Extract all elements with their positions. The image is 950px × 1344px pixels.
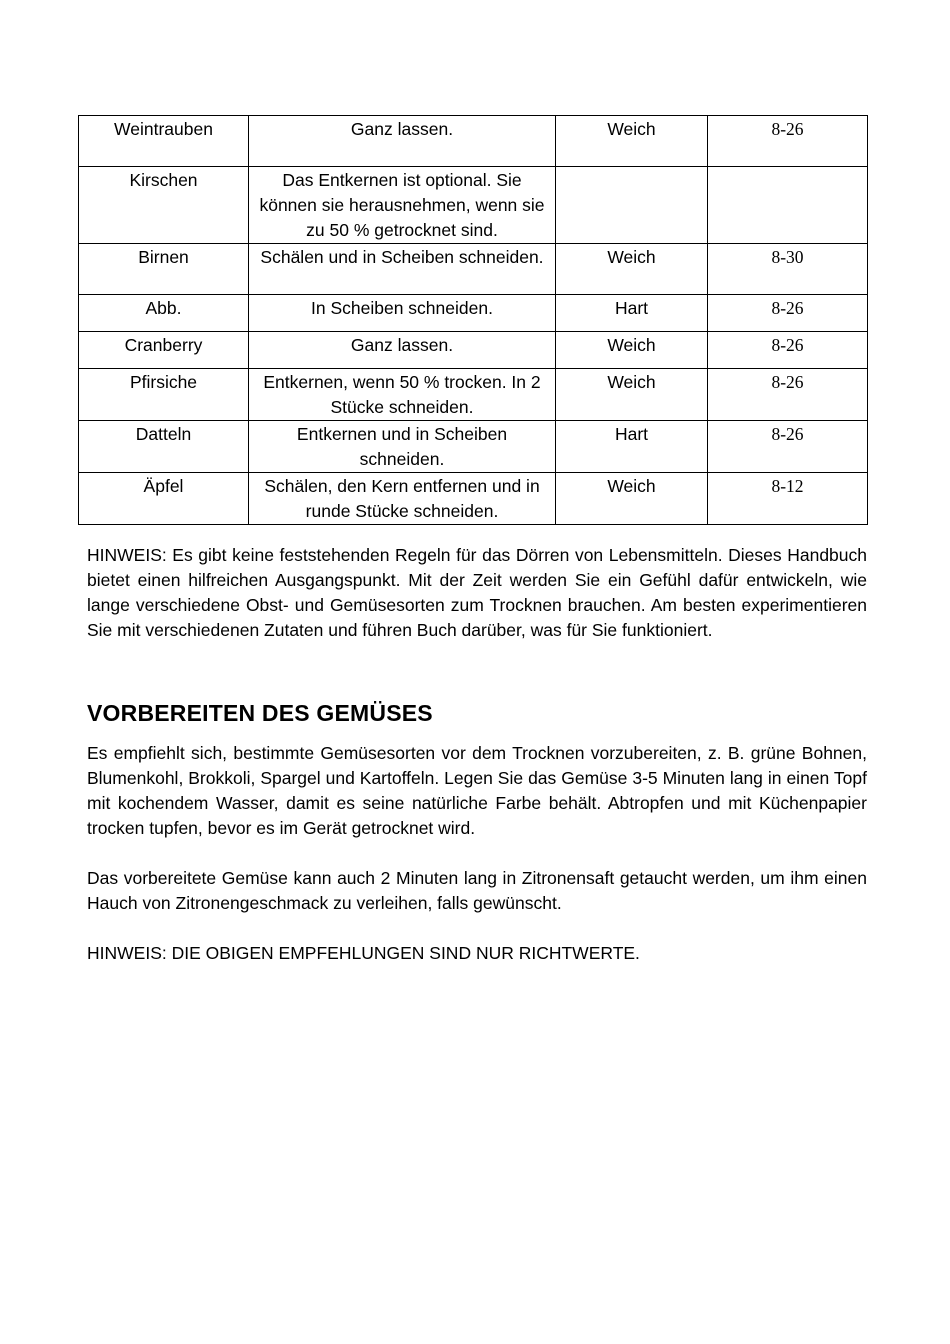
table-row [79,116,868,167]
table-row [79,369,868,421]
texture: Weich [556,369,708,421]
table-row [79,473,868,525]
fruit-name: Weintrauben [79,116,249,167]
fruit-name: Äpfel [79,473,249,525]
texture: Hart [556,421,708,473]
table-row [79,244,868,295]
drying-time: 8-30 [708,244,868,295]
fruit-drying-table [78,115,868,525]
table-row [79,421,868,473]
lemon-juice-paragraph: Das vorbereitete Gemüse kann auch 2 Minuten lang in Zitronensaft getaucht werden, um ihm einen Hauch von Zitronengeschmack zu verleihen, falls gewünscht. [87,868,867,913]
fruit-name: Datteln [79,421,249,473]
fruit-name: Kirschen [79,167,249,244]
table-row [79,167,868,244]
table-row [79,295,868,332]
preparation: Schälen und in Scheiben schneiden. [249,244,556,295]
fruit-name: Pfirsiche [79,369,249,421]
texture: Weich [556,116,708,167]
drying-time [708,167,868,244]
drying-time: 8-26 [708,295,868,332]
drying-time: 8-26 [708,421,868,473]
texture: Weich [556,244,708,295]
drying-time: 8-26 [708,332,868,369]
texture: Weich [556,332,708,369]
preparation: Das Entkernen ist optional. Sie können sie herausnehmen, wenn sie zu 50 % getrocknet sind. [249,167,556,244]
fruit-name: Abb. [79,295,249,332]
fruit-name: Birnen [79,244,249,295]
drying-time: 8-12 [708,473,868,525]
section-heading: VORBEREITEN DES GEMÜSES [87,700,433,726]
preparation: Entkernen und in Scheiben schneiden. [249,421,556,473]
texture: Weich [556,473,708,525]
texture: Hart [556,295,708,332]
preparation: Schälen, den Kern entfernen und in runde Stücke schneiden. [249,473,556,525]
table-row [79,332,868,369]
fruit-name: Cranberry [79,332,249,369]
drying-time: 8-26 [708,116,868,167]
drying-note: HINWEIS: Es gibt keine feststehenden Regeln für das Dörren von Lebensmitteln. Dieses Handbuch bietet einen hilfreichen Ausgangspunkt. Mit der Zeit werden Sie ein Gefühl dafür entwickeln, wie lange verschiedene Obst- und Gemüsesorten zum Trocknen brauchen. Am besten experimentieren Sie mit verschiedenen Zutaten und führen Buch darüber, was für Sie funktioniert. [87,545,867,640]
preparation: In Scheiben schneiden. [249,295,556,332]
drying-time: 8-26 [708,369,868,421]
texture [556,167,708,244]
preparation: Ganz lassen. [249,332,556,369]
preparation: Entkernen, wenn 50 % trocken. In 2 Stücke schneiden. [249,369,556,421]
preparation: Ganz lassen. [249,116,556,167]
vegetable-prep-paragraph: Es empfiehlt sich, bestimmte Gemüsesorten vor dem Trocknen vorzubereiten, z. B. grüne Bohnen, Blumenkohl, Brokkoli, Spargel und Kartoffeln. Legen Sie das Gemüse 3-5 Minuten lang in einen Topf mit kochendem Wasser, damit es seine natürliche Farbe behält. Abtropfen und mit Küchenpapier trocken tupfen, bevor es im Gerät getrocknet wird. [87,743,867,838]
guideline-note: HINWEIS: DIE OBIGEN EMPFEHLUNGEN SIND NUR RICHTWERTE. [87,943,640,963]
